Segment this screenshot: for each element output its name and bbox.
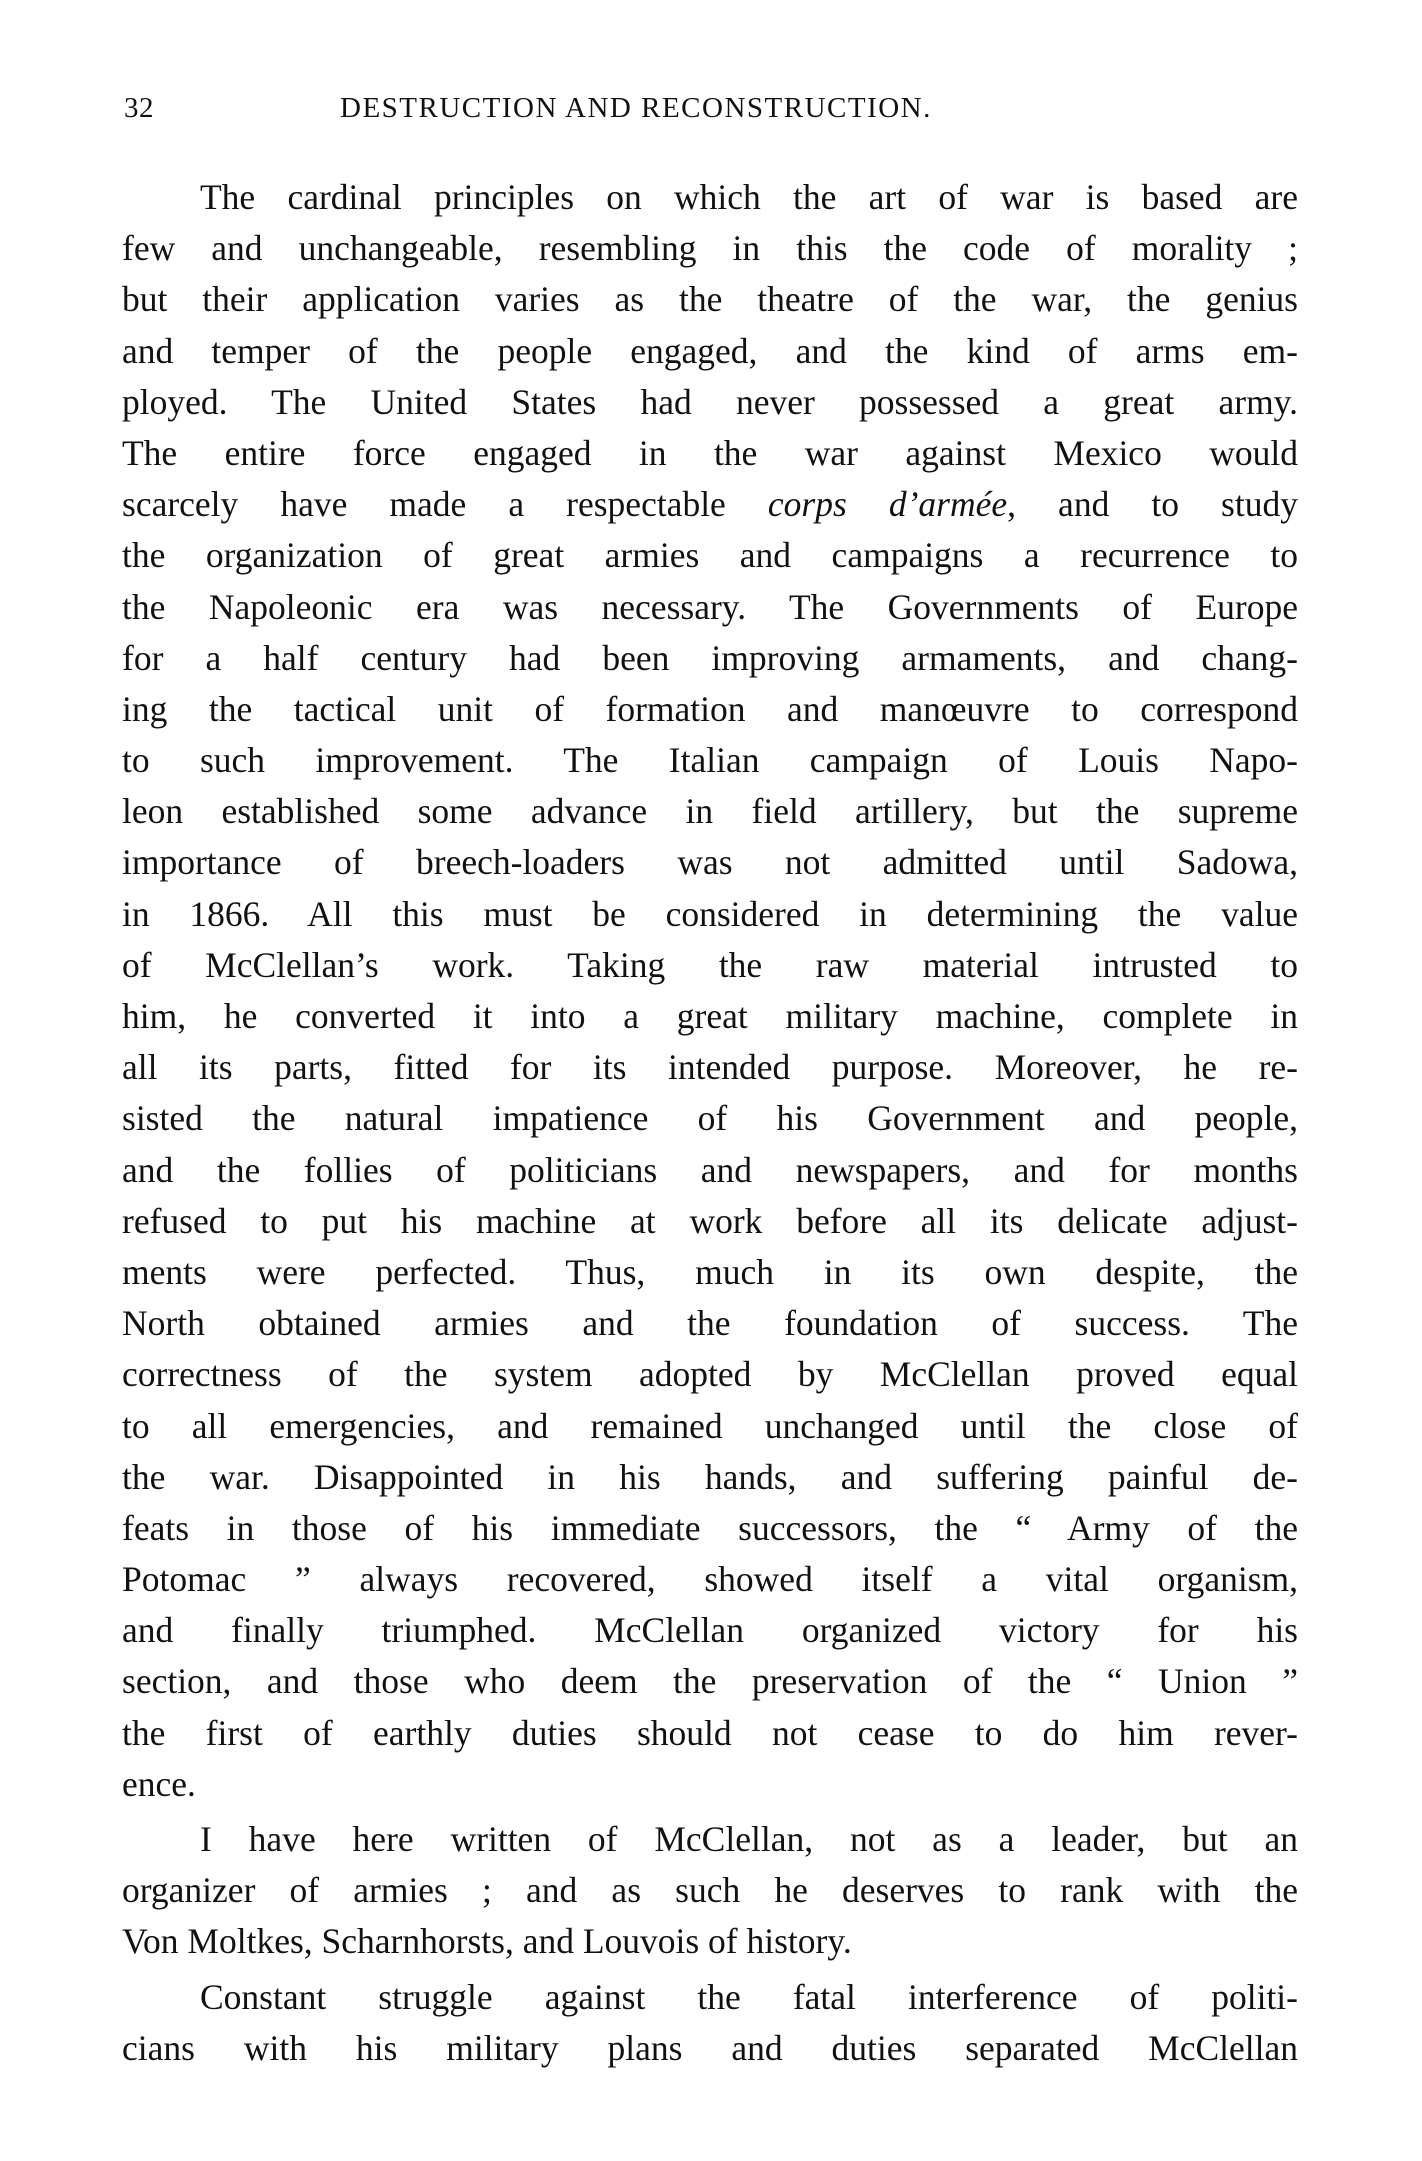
paragraph	[122, 1972, 1298, 2074]
text-line: Von Moltkes, Scharnhorsts, and Louvois of history.	[122, 1921, 852, 1962]
italic-phrase: corps d’armée	[767, 484, 1008, 525]
text-line: the Napoleonic era was necessary. The Governments of Europe	[122, 586, 1298, 627]
running-head	[124, 92, 1296, 136]
text-line: ing the tactical unit of formation and manœuvre to correspond	[122, 688, 1298, 729]
text-line: ence.	[122, 1763, 196, 1804]
text-line: to such improvement. The Italian campaign of Louis Napo-	[122, 740, 1298, 781]
paragraph	[122, 172, 1298, 1810]
text-line: cians with his military plans and duties separated McClellan	[122, 2027, 1298, 2068]
text-line: in 1866. All this must be considered in determining the value	[122, 893, 1298, 934]
text-line	[122, 479, 1298, 530]
page-number: 32	[124, 92, 154, 124]
text-run: , and to study	[1007, 484, 1298, 525]
text-line: importance of breech-loaders was not admitted until Sadowa,	[122, 842, 1298, 883]
text-line: the war. Disappointed in his hands, and suffering painful de-	[122, 1456, 1298, 1497]
text-line: of McClellan’s work. Taking the raw material intrusted to	[122, 944, 1298, 985]
text-line: but their application varies as the theatre of the war, the genius	[122, 279, 1298, 320]
text-line: few and unchangeable, resembling in this the code of morality ;	[122, 228, 1298, 269]
text-line: correctness of the system adopted by McClellan proved equal	[122, 1354, 1298, 1395]
text-line: sisted the natural impatience of his Government and people,	[122, 1098, 1298, 1139]
text-line: The entire force engaged in the war against Mexico would	[122, 432, 1298, 473]
text-line: ments were perfected. Thus, much in its own despite, the	[122, 1251, 1298, 1292]
text-line: North obtained armies and the foundation of success. The	[122, 1303, 1298, 1344]
text-line: and temper of the people engaged, and the kind of arms em-	[122, 330, 1298, 371]
text-line: section, and those who deem the preservation of the “ Union ”	[122, 1661, 1298, 1702]
text-line: the organization of great armies and campaigns a recurrence to	[122, 535, 1298, 576]
text-line: Constant struggle against the fatal interference of politi-	[200, 1976, 1298, 2017]
text-line: him, he converted it into a great military machine, complete in	[122, 996, 1298, 1036]
paragraph	[122, 1814, 1298, 1968]
text-line: and the follies of politicians and newspapers, and for months	[122, 1149, 1298, 1190]
text-line: Potomac ” always recovered, showed itself a vital organism,	[122, 1559, 1298, 1600]
text-line: I have here written of McClellan, not as a leader, but an	[200, 1819, 1298, 1859]
text-line: for a half century had been improving armaments, and chang-	[122, 637, 1298, 678]
text-run: scarcely have made a respectable	[122, 484, 768, 525]
text-line: refused to put his machine at work before all its delicate adjust-	[122, 1200, 1298, 1241]
body-text	[122, 172, 1298, 2074]
text-line: and finally triumphed. McClellan organized victory for his	[122, 1610, 1298, 1651]
text-line: all its parts, fitted for its intended purpose. Moreover, he re-	[122, 1047, 1298, 1088]
text-line: feats in those of his immediate successors, the “ Army of the	[122, 1507, 1298, 1548]
text-line: The cardinal principles on which the art of war is based are	[200, 177, 1298, 217]
text-line: the first of earthly duties should not cease to do him rever-	[122, 1712, 1298, 1753]
running-title: DESTRUCTION AND RECONSTRUCTION.	[340, 92, 932, 124]
text-line: ployed. The United States had never possessed a great army.	[122, 381, 1298, 422]
text-line: leon established some advance in field artillery, but the supreme	[122, 791, 1298, 832]
text-line: to all emergencies, and remained unchanged until the close of	[122, 1405, 1298, 1446]
text-line: organizer of armies ; and as such he deserves to rank with the	[122, 1870, 1298, 1911]
